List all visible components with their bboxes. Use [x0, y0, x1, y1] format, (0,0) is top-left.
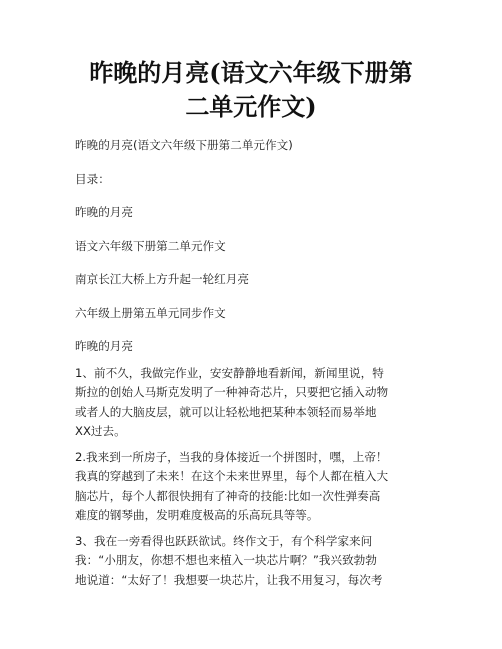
title-line: 昨晚的月亮(语文六年级下册第 — [89, 58, 413, 87]
paragraph-line: 1、前不久，我做完作业，安安静静地看新闻，新闻里说，特 — [75, 365, 384, 380]
document-title — [40, 56, 462, 124]
document-body — [75, 136, 435, 596]
paragraph-line: 3、我在一旁看得也跃跃欲试。终作文于，有个科学家来问 — [75, 533, 373, 548]
paragraph-2 — [75, 448, 435, 526]
paragraph-1 — [75, 364, 435, 442]
paragraph-line: 脑芯片，每个人都很快拥有了神奇的技能:比如一次性弹奏高 — [75, 488, 381, 503]
toc-item: 语文六年级下册第二单元作文 — [75, 238, 226, 253]
paragraph-line: 2.我来到一所房子，当我的身体接近一个拼图时，嘿，上帝！ — [75, 449, 388, 464]
paragraph-3 — [75, 532, 435, 591]
paragraph-line: XX过去。 — [75, 424, 126, 438]
paragraph-line: 我真的穿越到了未来！在这个未来世界里，每个人都在植入大 — [75, 469, 389, 483]
title-line: 二单元作文) — [185, 92, 317, 121]
toc-item: 南京长江大桥上方升起一轮红月亮 — [75, 272, 249, 286]
subtitle: 昨晚的月亮(语文六年级下册第二单元作文) — [75, 138, 293, 152]
paragraph-line: 斯拉的创始人马斯克发明了一种神奇芯片，只要把它插入动物 — [75, 385, 389, 399]
paragraph-line: 或者人的大脑皮层，就可以让轻松地把某种本领轻而易举地 — [75, 404, 377, 419]
toc-item: 昨晚的月亮 — [75, 339, 133, 353]
paragraph-line: 难度的钢琴曲，发明难度极高的乐高玩具等等。 — [75, 508, 319, 522]
paragraph-line: 我：“小朋友，你想不想也来植入一块芯片啊？”我兴致勃勃 — [75, 553, 377, 567]
toc-item: 昨晚的月亮 — [75, 205, 133, 219]
toc-label: 目录： — [75, 171, 110, 186]
toc-item: 六年级上册第五单元同步作文 — [75, 305, 226, 320]
paragraph-line: 地说道：“太好了！我想要一块芯片，让我不用复习，每次考 — [75, 572, 383, 587]
